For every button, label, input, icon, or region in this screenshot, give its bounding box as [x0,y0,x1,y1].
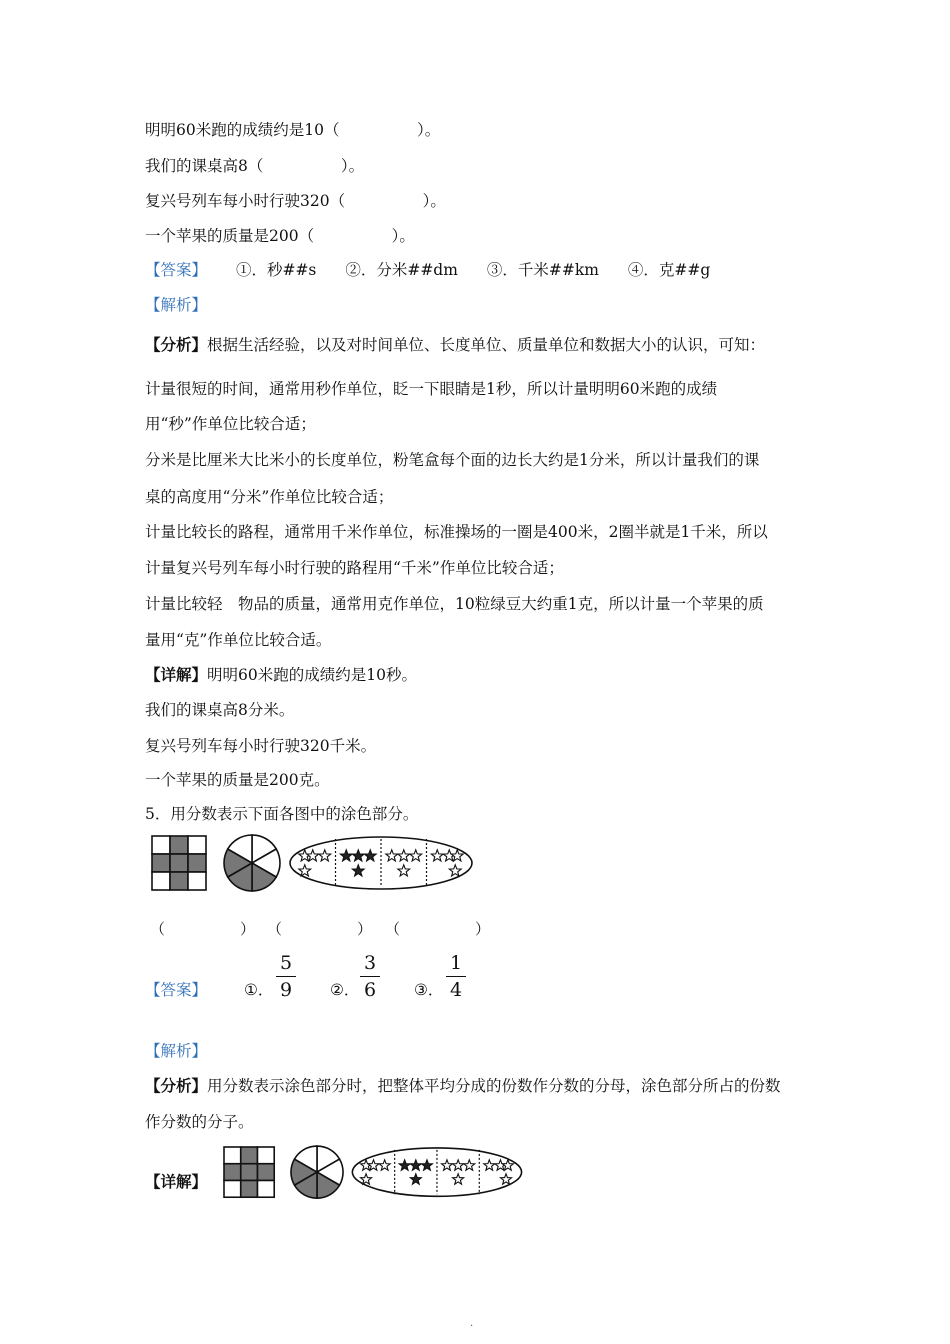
fraction-2 [360,952,380,1001]
fraction-mark-2: ②． [330,981,360,999]
page-mark: . [470,1318,474,1329]
answer-item-3: ③．千米##km [486,261,599,279]
grid-cell [257,1147,274,1164]
grid-cell [152,854,170,872]
analysis-q5-lead [145,1074,781,1096]
answer-label: 【答案】 [145,261,208,279]
detail-label: 【详解】 [145,665,208,684]
q4-line-4: 一个苹果的质量是200（ ）。 [145,227,415,245]
answer-item-4: ④．克##g [627,261,711,279]
grid-cell [170,872,188,890]
analysis-q4-line: 计量比较长的路程，通常用千米作单位，标准操场的一圈是400米，2圈半就是1千米，所以 [145,523,768,541]
grid-cell [241,1180,258,1197]
analysis-label: 【分析】 [145,335,208,354]
detail-q5-label [145,1170,207,1192]
fraction-denominator: 6 [363,979,377,1001]
fraction-1 [276,952,296,1001]
grid-cell [241,1164,258,1181]
grid-cell [257,1164,274,1181]
q4-line-3: 复兴号列车每小时行驶320（ ）。 [145,192,446,210]
analysis-text: 根据生活经验，以及对时间单位、长度单位、质量单位和数据大小的认识，可知： [207,336,766,354]
q5-detail-figures [220,1143,550,1199]
grid-cell [224,1180,241,1197]
detail-label: 【详解】 [145,1172,208,1191]
answer-item-1: ①．秒##s [235,261,317,279]
grid-cell [170,854,188,872]
analysis-q4-line: 桌的高度用“分米”作单位比较合适； [145,488,394,506]
jiexi-label-q4: 【解析】 [145,296,208,314]
q5-title: 5．用分数表示下面各图中的涂色部分。 [145,805,419,823]
analysis-q4-line: 用“秒”作单位比较合适； [145,415,316,433]
grid-cell [188,836,206,854]
analysis-q4-line: 计量复兴号列车每小时行驶的路程用“千米”作单位比较合适； [145,559,564,577]
fraction-mark-1: ①． [244,981,274,999]
q5-figures [148,832,488,894]
q5-blank-1: （ ） [150,920,256,938]
answer-item-2: ②．分米##dm [345,261,458,279]
grid-cell [224,1147,241,1164]
detail-q4-lead [145,663,417,685]
analysis-text: 用分数表示涂色部分时，把整体平均分成的份数作分数的分母，涂色部分所占的份数 [207,1077,781,1095]
jiexi-label-q5: 【解析】 [145,1042,208,1060]
q4-line-1: 明明60米跑的成绩约是10（ ）。 [145,121,441,139]
grid-cell [152,872,170,890]
fraction-denominator: 4 [449,979,463,1001]
fraction-numerator: 5 [279,952,293,974]
q5-blank-2: （ ） [267,920,373,938]
analysis-q4-line: 量用“克”作单位比较合适。 [145,631,332,649]
grid-cell [152,836,170,854]
grid-cell [241,1147,258,1164]
fraction-denominator: 9 [279,979,293,1001]
analysis-label: 【分析】 [145,1076,208,1095]
analysis-q4-lead [145,333,765,355]
fraction-numerator: 1 [449,952,463,974]
answer-label-q5: 【答案】 [145,981,208,999]
fraction-numerator: 3 [363,952,377,974]
grid-cell [188,872,206,890]
q5-blank-3: （ ） [385,920,491,938]
analysis-q4-line: 计量很短的时间，通常用秒作单位，眨一下眼睛是1秒，所以计量明明60米跑的成绩 [145,380,718,398]
grid-cell [188,854,206,872]
analysis-q4-line: 计量比较轻 物品的质量，通常用克作单位，10粒绿豆大约重1克，所以计量一个苹果的质 [145,595,764,613]
q4-line-2: 我们的课桌高8（ ）。 [145,157,365,175]
fraction-mark-3: ③． [414,981,444,999]
detail-q4-line: 我们的课桌高8分米。 [145,701,295,719]
grid-cell [224,1164,241,1181]
analysis-q5-line: 作分数的分子。 [145,1113,254,1131]
analysis-q4-line: 分米是比厘米大比米小的长度单位，粉笔盒每个面的边长大约是1分米，所以计量我们的课 [145,451,760,469]
detail-q4-line: 复兴号列车每小时行驶320千米。 [145,737,377,755]
fraction-3 [446,952,466,1001]
detail-text: 明明60米跑的成绩约是10秒。 [207,666,417,684]
grid-cell [257,1180,274,1197]
detail-q4-line: 一个苹果的质量是200克。 [145,771,330,789]
grid-cell [170,836,188,854]
q4-answer-row [145,258,710,280]
